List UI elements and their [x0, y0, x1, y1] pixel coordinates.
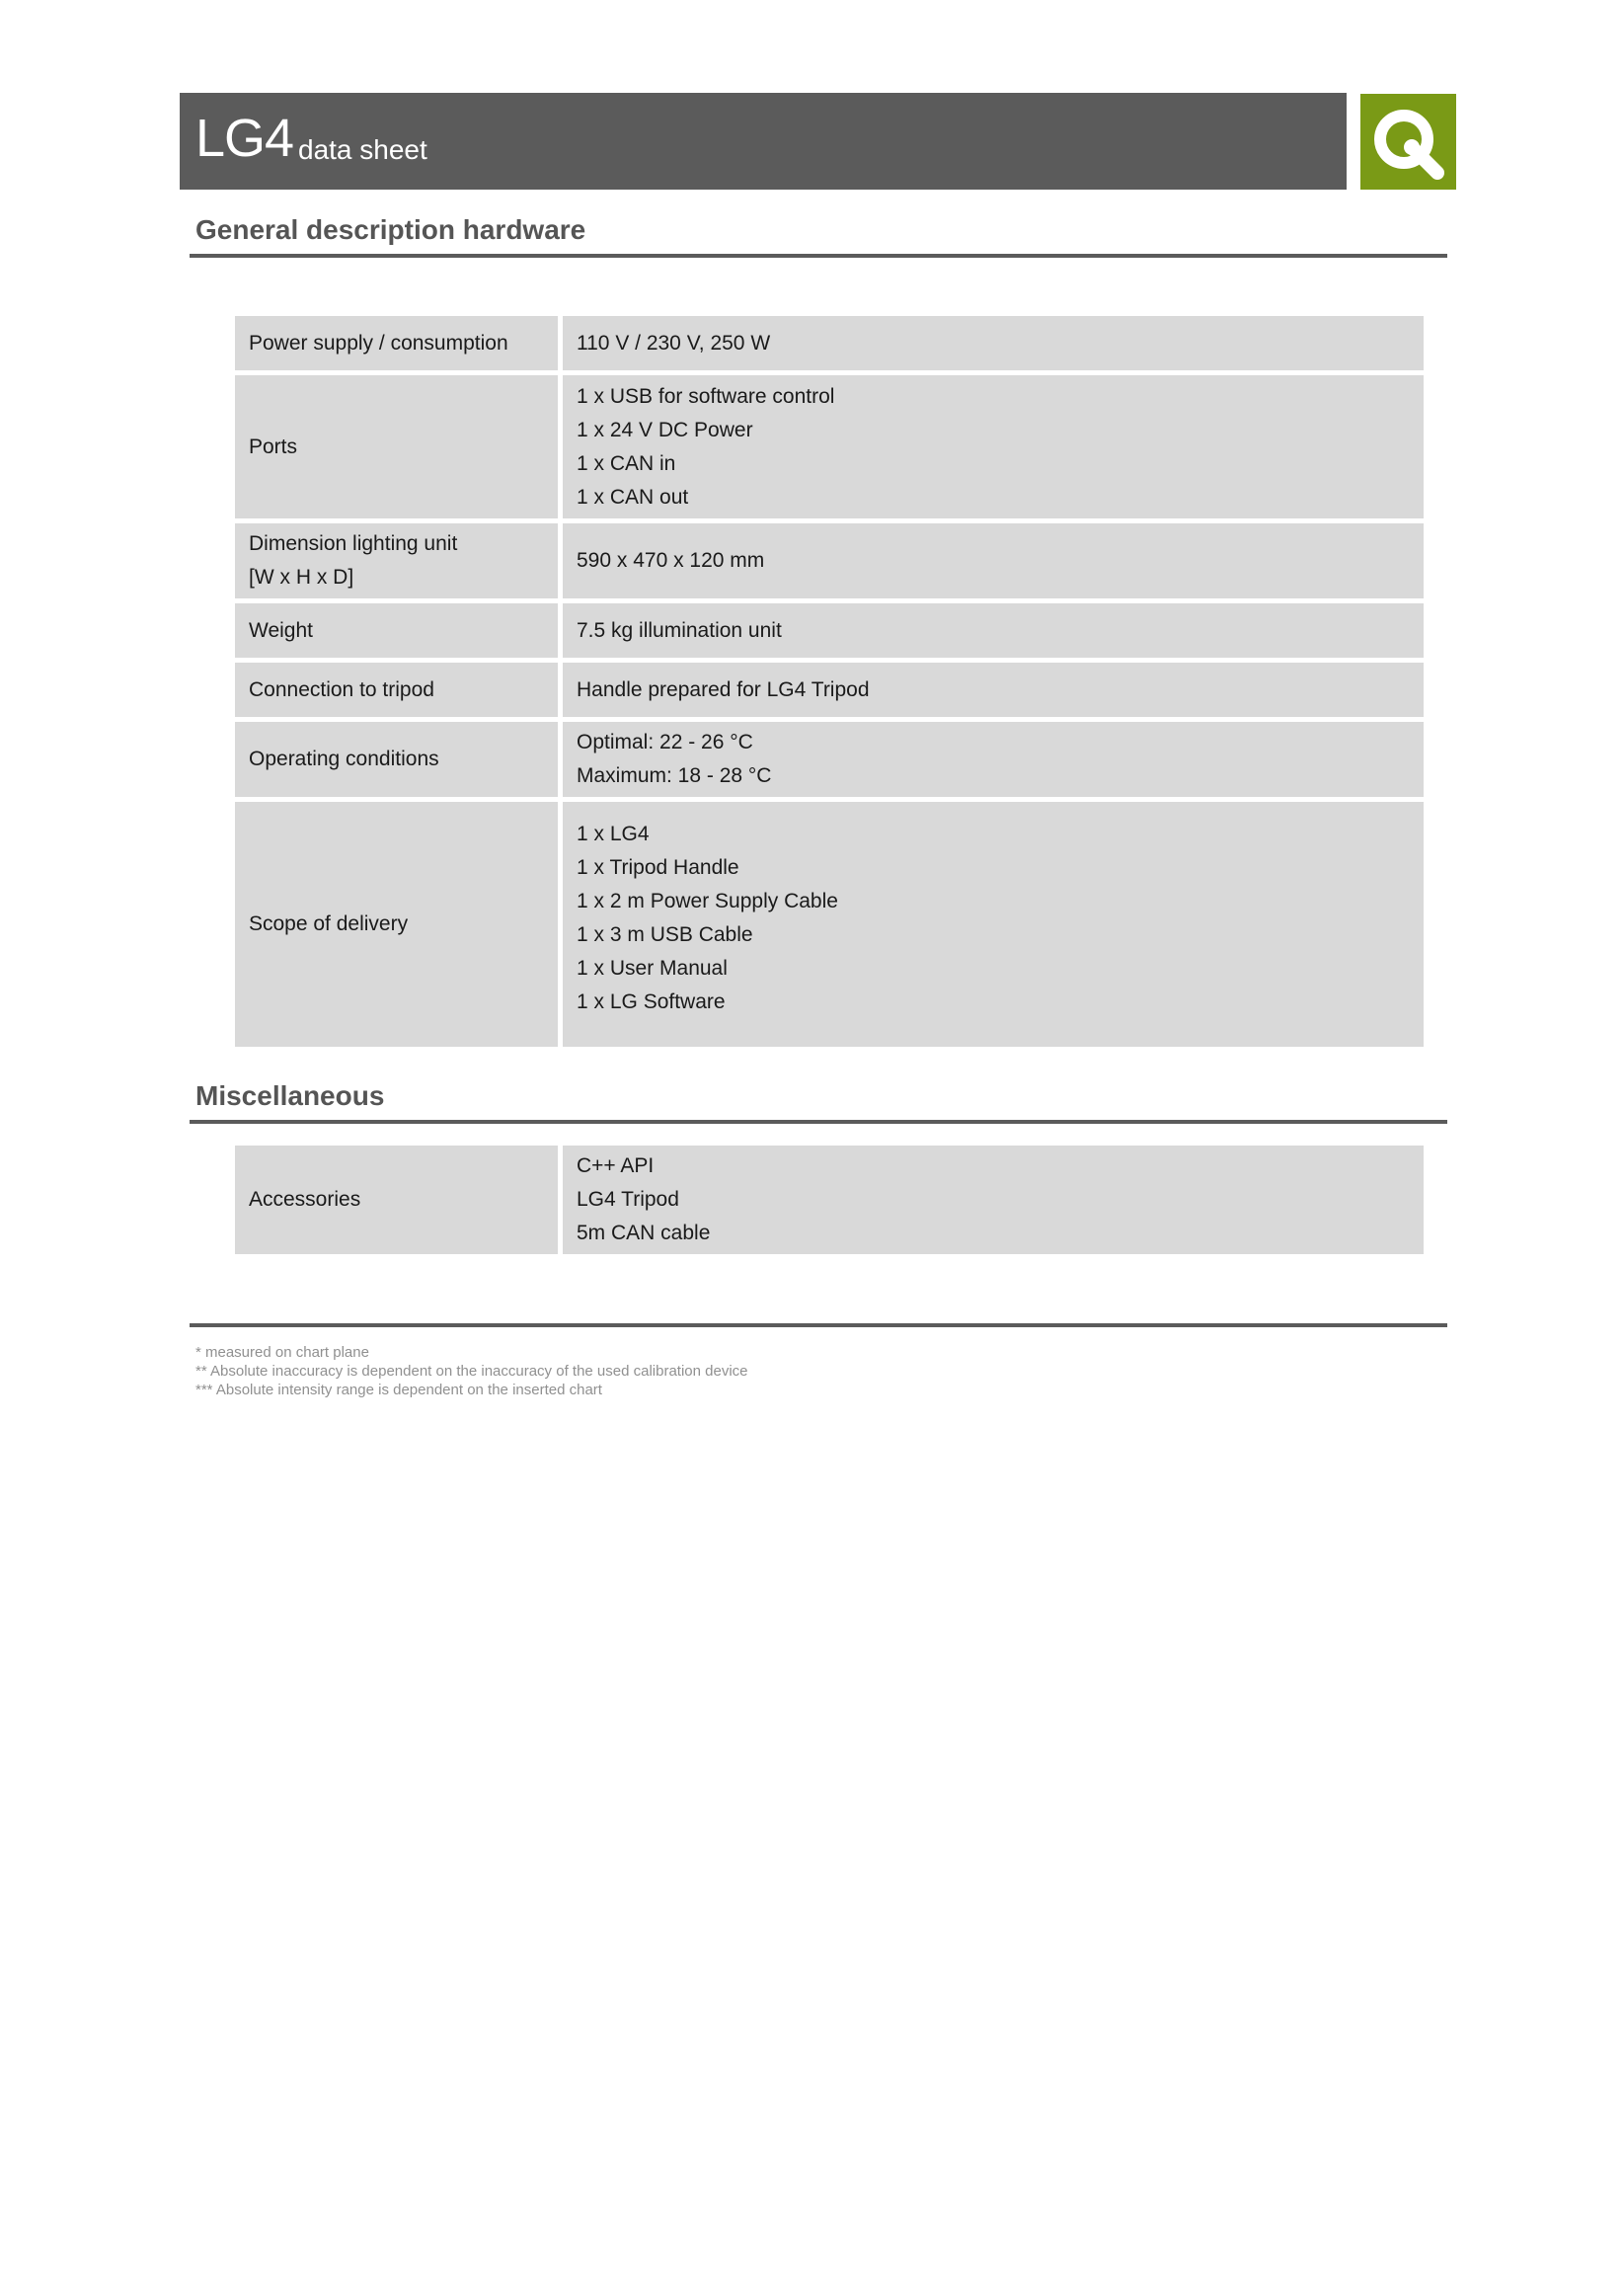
- footnote: ** Absolute inaccuracy is dependent on the inaccuracy of the used calibration device: [195, 1363, 748, 1380]
- footnote: *** Absolute intensity range is dependent on the inserted chart: [195, 1382, 602, 1398]
- company-logo-icon: [1360, 94, 1456, 190]
- row-value: C++ API LG4 Tripod 5m CAN cable: [563, 1146, 1424, 1254]
- row-value: 590 x 470 x 120 mm: [563, 523, 1424, 598]
- table-row: [235, 802, 1424, 1047]
- table-row: [235, 603, 1424, 658]
- table-row: [235, 1146, 1424, 1254]
- row-label: Accessories: [235, 1146, 558, 1254]
- section-title-hardware: General description hardware: [195, 214, 586, 245]
- footnote: * measured on chart plane: [195, 1344, 369, 1361]
- row-value: 110 V / 230 V, 250 W: [563, 316, 1424, 370]
- row-value: Optimal: 22 - 26 °C Maximum: 18 - 28 °C: [563, 722, 1424, 797]
- row-label: Scope of delivery: [235, 802, 558, 1047]
- divider-miscellaneous: [190, 1120, 1447, 1124]
- divider-footer: [190, 1323, 1447, 1327]
- row-value: Handle prepared for LG4 Tripod: [563, 663, 1424, 717]
- header-bar: [180, 93, 1347, 190]
- product-title: LG4: [195, 109, 294, 168]
- row-label: Operating conditions: [235, 722, 558, 797]
- document-subtitle: data sheet: [298, 134, 427, 165]
- row-label: Connection to tripod: [235, 663, 558, 717]
- row-value: 7.5 kg illumination unit: [563, 603, 1424, 658]
- divider-hardware: [190, 254, 1447, 258]
- footnotes: [195, 1343, 748, 1399]
- hardware-spec-table: [235, 316, 1424, 1052]
- table-row: [235, 523, 1424, 598]
- table-row: [235, 375, 1424, 518]
- row-label: Ports: [235, 375, 558, 518]
- row-value: 1 x USB for software control 1 x 24 V DC Power 1 x CAN in 1 x CAN out: [563, 375, 1424, 518]
- table-row: [235, 722, 1424, 797]
- row-label: Weight: [235, 603, 558, 658]
- misc-spec-table: [235, 1146, 1424, 1259]
- row-label: Dimension lighting unit [W x H x D]: [235, 523, 558, 598]
- row-label: Power supply / consumption: [235, 316, 558, 370]
- table-row: [235, 316, 1424, 370]
- row-value: 1 x LG4 1 x Tripod Handle 1 x 2 m Power Supply Cable 1 x 3 m USB Cable 1 x User Manual 1 x LG Software: [563, 802, 1424, 1047]
- table-row: [235, 663, 1424, 717]
- section-title-miscellaneous: Miscellaneous: [195, 1080, 385, 1111]
